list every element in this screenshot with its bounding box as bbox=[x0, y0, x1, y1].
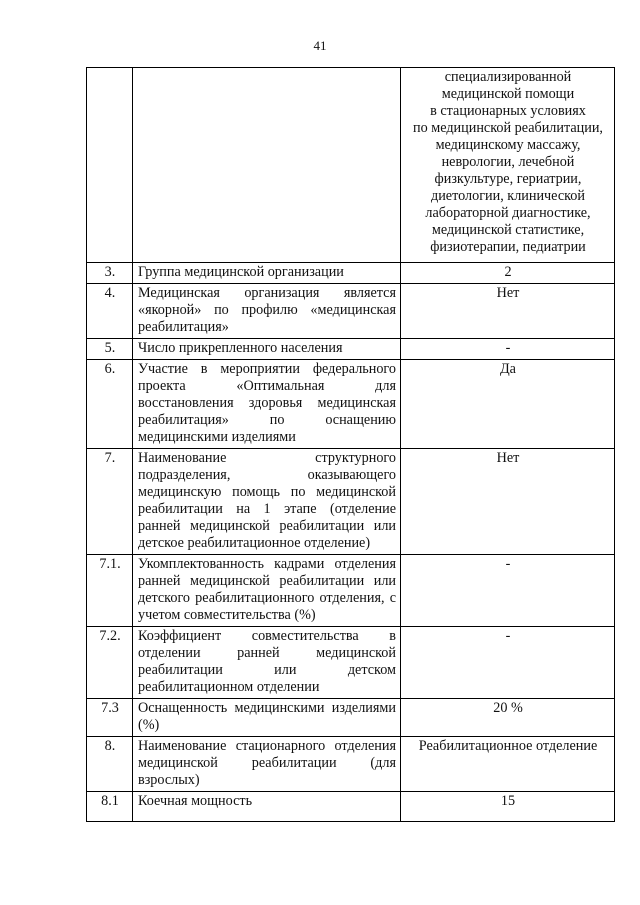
table-row bbox=[87, 339, 615, 360]
row-number: 7. bbox=[87, 449, 133, 555]
row-number: 8.1 bbox=[87, 792, 133, 822]
row-number: 7.2. bbox=[87, 627, 133, 699]
row-value: Реабилитационное отделение bbox=[401, 737, 615, 792]
data-table bbox=[86, 67, 615, 822]
row-number: 8. bbox=[87, 737, 133, 792]
row-value: Нет bbox=[401, 449, 615, 555]
table-row bbox=[87, 68, 615, 263]
row-number bbox=[87, 68, 133, 263]
table-row bbox=[87, 555, 615, 627]
row-name: Коечная мощность bbox=[133, 792, 401, 822]
row-number: 6. bbox=[87, 360, 133, 449]
row-name: Оснащенность медицинскими изделиями (%) bbox=[133, 699, 401, 737]
row-number: 4. bbox=[87, 284, 133, 339]
row-value: - bbox=[401, 339, 615, 360]
row-value: 15 bbox=[401, 792, 615, 822]
table-row bbox=[87, 263, 615, 284]
row-value: - bbox=[401, 627, 615, 699]
row-number: 5. bbox=[87, 339, 133, 360]
row-value: 2 bbox=[401, 263, 615, 284]
row-name: Группа медицинской организации bbox=[133, 263, 401, 284]
row-name: Участие в мероприятии федерального проекта «Оптимальная для восстановления здоровья медицинская реабилитация» по оснащению медицинскими изделиями bbox=[133, 360, 401, 449]
table-row bbox=[87, 737, 615, 792]
row-value: 20 % bbox=[401, 699, 615, 737]
row-number: 7.3 bbox=[87, 699, 133, 737]
table-row bbox=[87, 792, 615, 822]
row-name: Коэффициент совместительства в отделении ранней медицинской реабилитации или детском реабилитационном отделении bbox=[133, 627, 401, 699]
row-number: 7.1. bbox=[87, 555, 133, 627]
table-row bbox=[87, 284, 615, 339]
row-value: Да bbox=[401, 360, 615, 449]
row-name: Укомплектованность кадрами отделения ранней медицинской реабилитации или детского реабилитационного отделения, с учетом совместительства (%) bbox=[133, 555, 401, 627]
row-name: Наименование стационарного отделения медицинской реабилитации (для взрослых) bbox=[133, 737, 401, 792]
row-value: специализированной медицинской помощи в стационарных условиях по медицинской реабилитации, медицинскому массажу, неврологии, лечебной физкультуре, гериатрии, диетологии, клинической лабораторной диагностике, медицинской статистике, физиотерапии, педиатрии bbox=[401, 68, 615, 263]
row-name bbox=[133, 68, 401, 263]
row-number: 3. bbox=[87, 263, 133, 284]
table-row bbox=[87, 360, 615, 449]
row-name: Медицинская организация является «якорной» по профилю «медицинская реабилитация» bbox=[133, 284, 401, 339]
row-name: Число прикрепленного населения bbox=[133, 339, 401, 360]
table-row bbox=[87, 449, 615, 555]
row-value: - bbox=[401, 555, 615, 627]
row-name: Наименование структурного подразделения, оказывающего медицинскую помощь по медицинской реабилитации на 1 этапе (отделение ранней медицинской реабилитации или детское реабилитационное отделение) bbox=[133, 449, 401, 555]
page-number: 41 bbox=[313, 38, 327, 53]
row-value: Нет bbox=[401, 284, 615, 339]
table-row bbox=[87, 699, 615, 737]
table-row bbox=[87, 627, 615, 699]
